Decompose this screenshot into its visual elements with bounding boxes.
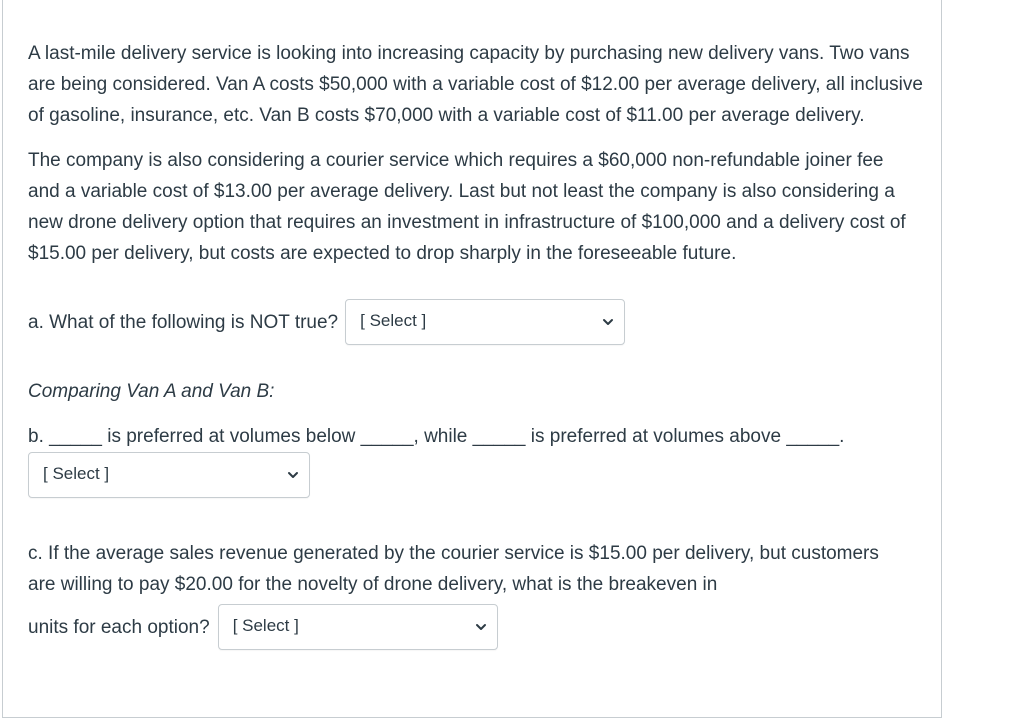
question-paragraph-2: The company is also considering a courier service which requires a $60,000 non-refundable joiner fee and a variable cost of $13.00 per average delivery. Last but not least the company is also considering a new drone delivery option that requires an investment in infrastructure of $100,000 and a delivery cost of $15.00 per delivery, but costs are expected to drop sharply in the foreseeable future. [28,150,906,264]
part-a-row [28,299,928,345]
part-b-prompt: b. _____ is preferred at volumes below _____, while _____ is preferred at volumes above _____. [28,426,845,447]
part-a-select-value: [ Select ] [360,311,427,330]
chevron-down-icon [602,316,614,328]
part-b-select[interactable] [28,452,310,498]
part-b-select-value: [ Select ] [43,464,110,483]
question-content [28,38,928,650]
chevron-down-icon [287,469,299,481]
part-c-prompt-end: units for each option? [28,616,210,638]
part-c-row [28,604,928,650]
chevron-down-icon [475,621,487,633]
part-c-prompt: c. If the average sales revenue generated by the courier service is $15.00 per delivery, but customers are willing to pay $20.00 for the novelty of drone delivery, what is the breakeven in [28,543,879,595]
part-c-select-value: [ Select ] [232,616,299,635]
question-paragraph-1: A last-mile delivery service is looking into increasing capacity by purchasing new delivery vans. Two vans are being considered. Van A costs $50,000 with a variable cost of $12.00 per average delivery, all inclusive of gasoline, insurance, etc. Van B costs $70,000 with a variable cost of $11.00 per average delivery. [28,43,923,126]
comparison-subheading: Comparing Van A and Van B: [28,381,275,402]
part-c-select[interactable] [218,604,498,650]
part-a-select[interactable] [345,299,625,345]
part-a-prompt: a. What of the following is NOT true? [28,311,339,333]
